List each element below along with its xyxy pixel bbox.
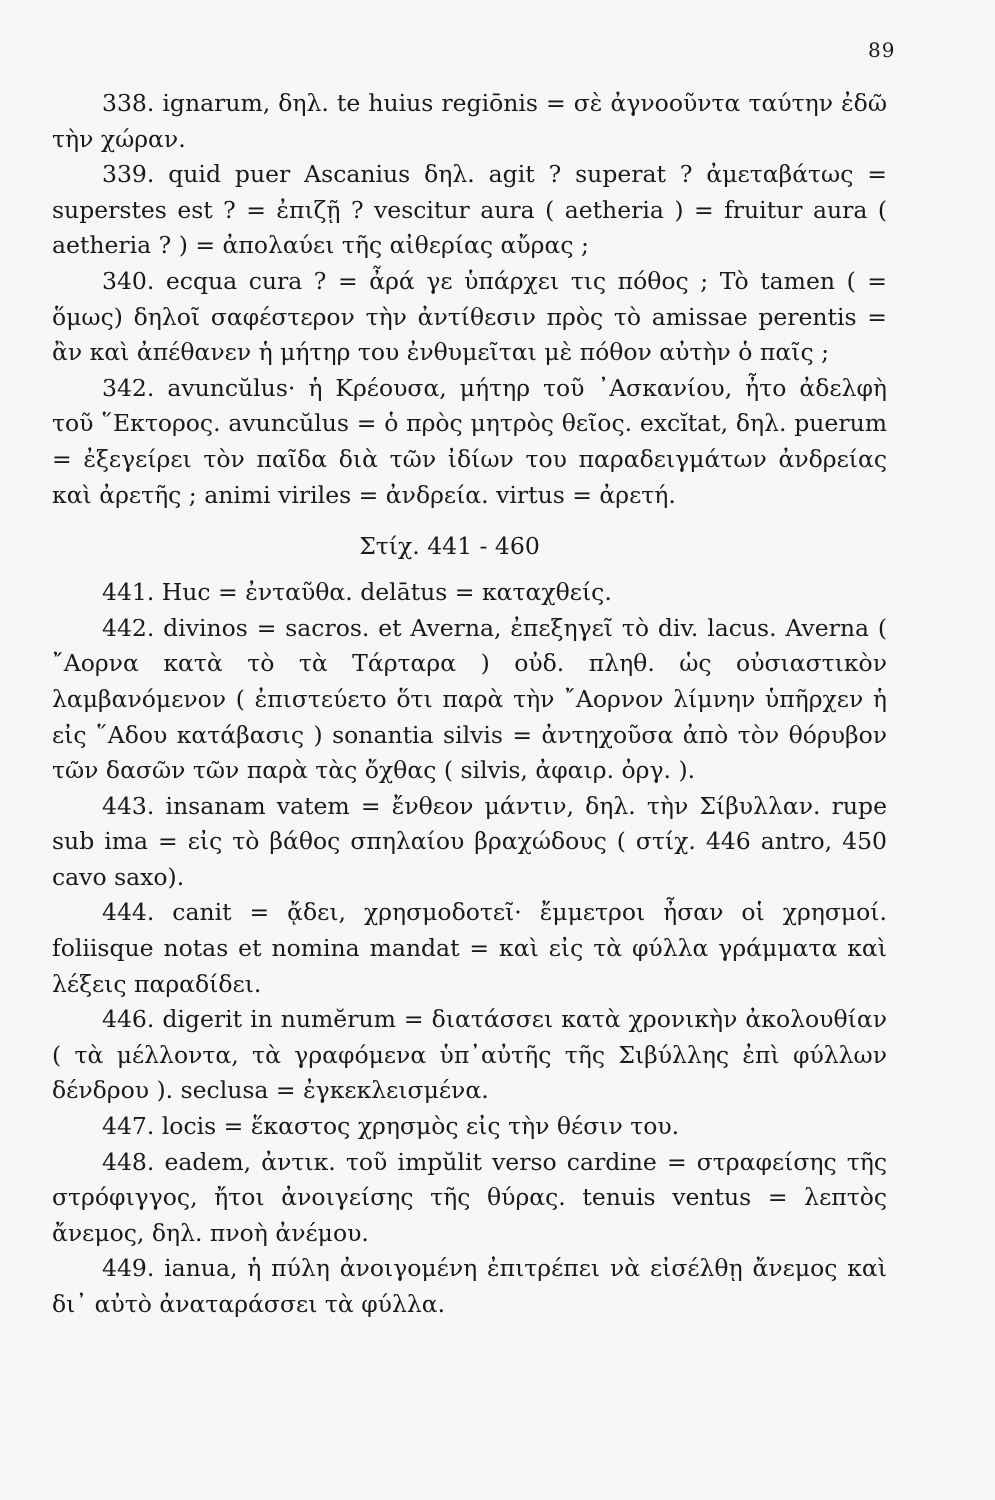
note-339: 339. quid puer Ascanius δηλ. agit ? superat ? ἀμεταβάτως = superstes est ? = ἐπιζῇ ? vescitur aura ( aetheria ) = fruitur aura ( aetheria ? ) = ἀπολαύει τῆς αἰθερίας αὔρας ; [52, 160, 887, 260]
section-heading: Στίχ. 441 - 460 [359, 532, 540, 561]
note-446: 446. digerit in numĕrum = διατάσσει κατὰ χρονικὴν ἀκολουθίαν ( τὰ μέλλοντα, τὰ γραφόμενα ὑπ᾿αὐτῆς τῆς Σιβύλλης ἐπὶ φύλλων δένδρου ). seclusa = ἐγκεκλεισμένα. [52, 1005, 887, 1105]
note-448: 448. eadem, ἀντικ. τοῦ impŭlit verso cardine = στραφείσης τῆς στρόφιγγος, ἤτοι ἀνοιγείσης τῆς θύρας. tenuis ventus = λεπτὸς ἄνεμος, δηλ. πνοὴ ἀνέμου. [52, 1147, 887, 1247]
note-340: 340. ecqua cura ? = ἆρά γε ὑπάρχει τις πόθος ; Tò tamen ( = ὅμως) δηλοῖ σαφέστερον τὴν ἀντίθεσιν πρὸς τὸ amissae perentis = ἂν καὶ ἀπέθανεν ἡ μήτηρ του ἐνθυμεῖται μὲ πόθον αὐτὴν ὁ παῖς ; [52, 266, 887, 367]
note-441: 441. Huc = ἐνταῦθα. delātus = καταχθείς. [102, 578, 612, 607]
page-number: 89 [868, 38, 896, 62]
note-449: 449. ianua, ἡ πύλη ἀνοιγομένη ἐπιτρέπει νὰ εἰσέλθῃ ἄνεμος καὶ δι᾿ αὐτὸ ἀναταράσσει τὰ φύλλα. [52, 1254, 887, 1318]
note-442: 442. divinos = sacros. et Averna, ἐπεξηγεῖ τὸ div. lacus. Averna ( ῎Αορνα κατὰ τὸ τὰ Τάρταρα ) οὐδ. πληθ. ὡς οὐσιαστικὸν λαμβανόμενον ( ἐπιστεύετο ὅτι παρὰ τὴν ῎Αορνον λίμνην ὑπῆρχεν ἡ εἰς ῞Αδου κατάβασις ) sonantia silvis = ἀντηχοῦσα ἀπὸ τὸν θόρυβον τῶν δασῶν τῶν παρὰ τὰς ὄχθας ( silvis, ἀφαιρ. ὀργ. ). [52, 613, 887, 785]
note-342: 342. avuncŭlus· ἡ Κρέουσα, μήτηρ τοῦ ᾿Ασκανίου, ἦτο ἀδελφὴ τοῦ ῞Εκτορος. avuncŭlus = ὁ πρὸς μητρὸς θεῖος. excĭtat, δηλ. puerum = ἐξεγείρει τὸν παῖδα διὰ τῶν ἰδίων του παραδειγμάτων ἀνδρείας καὶ ἀρετῆς ; animi viriles = ἀνδρεία. virtus = ἀρετή. [52, 373, 887, 509]
note-444: 444. canit = ᾄδει, χρησμοδοτεῖ· ἔμμετροι ἦσαν οἱ χρησμοί. foliisque notas et nomina mandat = καὶ εἰς τὰ φύλλα γράμματα καὶ λέξεις παραδίδει. [52, 898, 887, 998]
note-338: 338. ignarum, δηλ. te huius regiōnis = σὲ ἀγνοοῦντα ταύτην ἐδῶ τὴν χώραν. [52, 89, 887, 153]
commentary-text [52, 86, 887, 1323]
note-447: 447. locis = ἕκαστος χρησμὸς εἰς τὴν θέσιν του. [102, 1112, 680, 1141]
note-443: 443. insanam vatem = ἔνθεον μάντιν, δηλ. τὴν Σίβυλλαν. rupe sub ima = εἰς τὸ βάθος σπηλαίου βραχώδους ( στίχ. 446 antro, 450 cavo saxo). [52, 791, 887, 891]
